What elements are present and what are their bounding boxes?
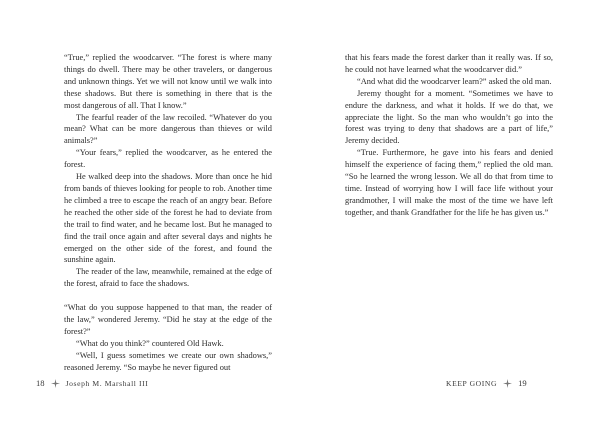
- paragraph: “Well, I guess sometimes we create our own shadows,” reasoned Jeremy. “So maybe he never figured out: [64, 350, 272, 372]
- right-page-text: [345, 52, 553, 219]
- paragraph: Jeremy thought for a moment. “Sometimes we have to endure the darkness, and what it holds. If we do that, we appreciate the light. So the man who wouldn’t go into the forest was trying to deny that shadows are a part of life,” Jeremy decided.: [345, 88, 553, 146]
- paragraph: “What do you suppose happened to that man, the reader of the law,” wondered Jeremy. “Did he stay at the edge of the forest?”: [64, 303, 272, 336]
- four-point-star-icon: [51, 379, 60, 388]
- paragraph: “And what did the woodcarver learn?” asked the old man.: [357, 76, 552, 86]
- paragraph: He walked deep into the shadows. More than once he hid from bands of thieves looking for people to rob. Another time he climbed a tree to escape the reach of an angry bear. Before he reached the other side of the forest he had to deviate from the trail to find water, and he became lost. But he managed to find the trail once again and after several days and nights he emerged on the other side of the forest, and found the sunshine again.: [64, 172, 272, 265]
- right-page: [300, 0, 600, 427]
- left-page-text: [64, 52, 272, 374]
- left-folio: [36, 378, 148, 388]
- right-folio: [446, 378, 527, 388]
- paragraph: that his fears made the forest darker than it really was. If so, he could not have learned what the woodcarver did.”: [345, 53, 553, 74]
- paragraph: “True. Furthermore, he gave into his fears and denied himself the experience of facing them,” replied the old man. “So he learned the wrong lesson. We all do that from time to time. Instead of worrying how I will face life without your grandmother, I will make the most of the time we have left together, and thank Grandfather for the life he has given us.”: [345, 148, 553, 217]
- paragraph: “True,” replied the woodcarver. “The forest is where many things do dwell. There may be other travelers, or dangerous and unknown things. Yet we will not know until we walk into these shadows. But there is something in there that is the most dangerous of all. That I know.”: [64, 53, 272, 110]
- paragraph: The reader of the law, meanwhile, remained at the edge of the forest, afraid to face the shadows.: [64, 267, 272, 289]
- paragraph: “What do you think?” countered Old Hawk.: [76, 338, 224, 348]
- four-point-star-icon: [503, 379, 512, 388]
- section-break: [64, 290, 272, 302]
- page-number: 19: [518, 378, 527, 388]
- running-head: Joseph M. Marshall III: [65, 378, 149, 388]
- paragraph: “Your fears,” replied the woodcarver, as he entered the forest.: [64, 148, 272, 170]
- page-number: 18: [36, 378, 45, 388]
- paragraph: The fearful reader of the law recoiled. “Whatever do you mean? What can be more dangerous than thieves or wild animals?”: [64, 112, 272, 146]
- running-head: KEEP GOING: [446, 378, 498, 388]
